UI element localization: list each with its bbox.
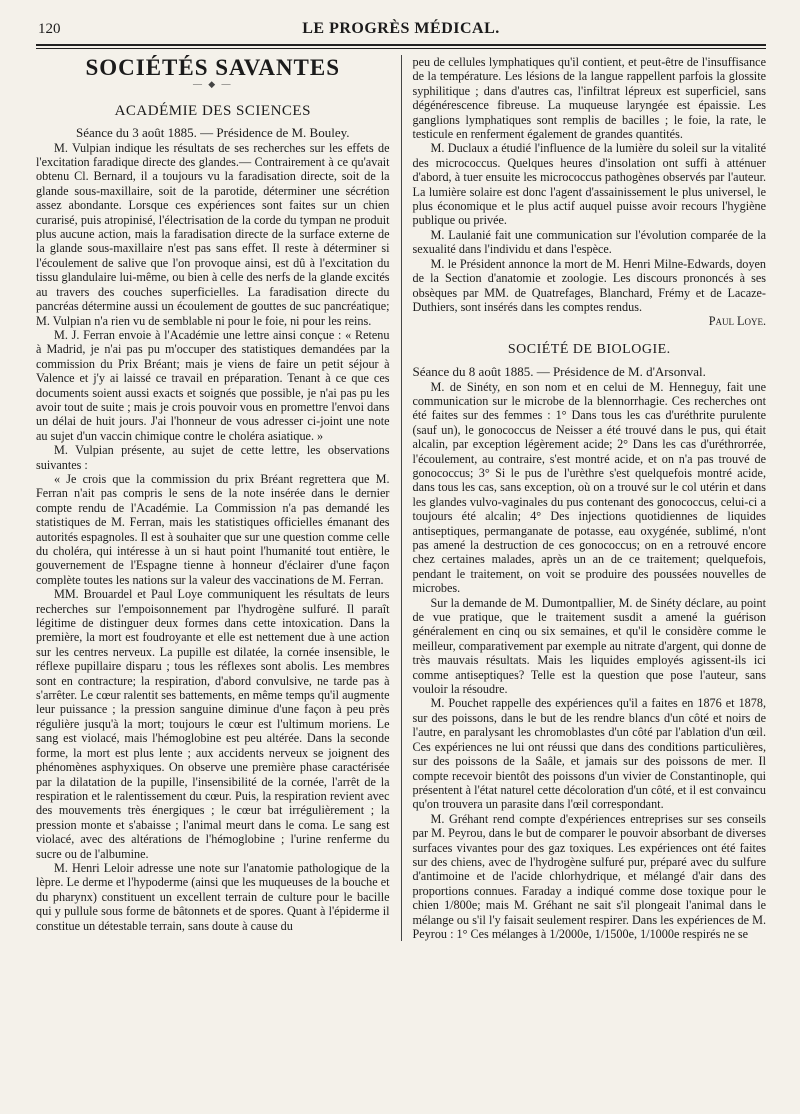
paragraph-duclaux: M. Duclaux a étudié l'influence de la lumière du soleil sur la vitalité des micrococcus. Quelques heures d'insolation ont suffi à atténuer d'abord, à tuer ensuite les micrococcus pathogènes observés par l'auteur. La lumière solaire est donc l'agent d'assainissement le plus universel, le plus économique et le plus actif auquel puisse avoir recours l'hygiène publique ou privée. (412, 141, 766, 228)
biology-title: SOCIÉTÉ DE BIOLOGIE. (507, 341, 671, 357)
academy-seance: Séance du 3 août 1885. — Présidence de M. Bouley. (75, 125, 350, 141)
paragraph-laulanie: M. Laulanié fait une communication sur l'évolution comparée de la sexualité dans l'individu et dans l'espèce. (412, 227, 766, 257)
two-column-body (36, 55, 766, 941)
paragraph-quote: « Je crois que la commission du prix Bréant regrettera que M. Ferran n'ait pas compris le sens de la note insérée dans le dernier compte rendu de l'Académie. La Commission n'a pas demandé les statistiques de M. Ferran, mais les statistiques officielles émanant des autorités espagnoles. Il est à souhaiter que sur une question comme celle du choléra, qui intéresse à un si haut point l'humanité tout entière, le gouvernement de l'Espagne tienne à honneur d'éclairer d'une façon complète toutes les nations sur la valeur des vaccinations de M. Ferran. (36, 471, 390, 587)
paragraph-vulpian: M. Vulpian indique les résultats de ses recherches sur les effets de l'excitation faradique directe des glandes.— Contrairement à ce qu'avait obtenu Cl. Bernard, il a toujours vu la faradisation directe, soit de la glande sous-maxillaire, soit de la parotide, déterminer une sécrétion assez abondante. Lorsque ces expériences sont faites sur un chien curarisé, puis atropinisé, l'électrisation de la corde du tympan ne produit plus aucune action, mais la faradisation directe de la surface externe de la glande sous-maxillaire n'est pas sans effet. Il reste à déterminer si l'écoulement de salive que l'on provoque ainsi, est dû à l'excitation du tissu glandulaire lui-même, ou bien à celle des nerfs de la glande excités au travers des couches superficielles. La faradisation directe du pancréas détermine aussi un écoulement de gouttes de suc pancréatique; M. Vulpian n'a rien vu de semblable ni pour le foie, ni pour les reins. (36, 140, 390, 328)
paragraph-president: M. le Président annonce la mort de M. Henri Milne-Edwards, doyen de la Section d'anatomie et zoologie. Les discours prononcés à ses obsèques par MM. de Quatrefages, Blanchard, Frémy et de Lacaze-Duthiers, sont insérés dans les comptes rendus. (412, 256, 766, 314)
header-rule (36, 44, 766, 46)
biology-seance: Séance du 8 août 1885. — Présidence de M. d'Arsonval. (412, 364, 706, 380)
paragraph-vulpian-observations: M. Vulpian présente, au sujet de cette lettre, les observations suivantes : (36, 443, 390, 472)
title-ornament: — ◆ — (193, 79, 233, 90)
paragraph-brouardel-loye: MM. Brouardel et Paul Loye communiquent les résultats de leurs recherches sur l'empoisonnement par l'hydrogène sulfuré. Il paraît légitime de distinguer deux formes dans cette intoxication. Dans la première, la mort est foudroyante et elle est nettement due à une action sur les centres nerveux. La pupille est dilatée, la cornée insensible, le réflexe pupillaire disparu ; tous les réflexes sont abolis. Les membres sont en contracture; la respiration, d'abord convulsive, ne tarde pas à s'arrêter. Le cœur ralentit ses battements, en même temps qu'il augmente leur puissance ; la pression sanguine diminue d'une façon à peu près régulière jusqu'à la mort; toujours le cœur est l'ultimum moriens. Le sang est violacé, mais l'hémoglobine est peu altérée. Dans la seconde forme, la mort est plus lente ; aux accidents nerveux se joignent des phénomènes asphyxiques. On observe une première phase caractérisée par la dilatation de la pupille, l'insensibilité de la cornée, l'arrêt de la respiration et le ralentissement du cœur. Puis, la respiration revient avec des mouvements très énergiques ; le cœur bat irrégulièrement ; la pression monte et s'abaisse ; l'animal meurt dans le coma. Le sang est violacé, avec des altérations de l'hémoglobine ; l'urine renferme du sucre ou de l'albumine. (36, 587, 390, 861)
left-column (36, 55, 401, 941)
journal-title: LE PROGRÈS MÉDICAL. (302, 20, 500, 37)
signature: Paul Loye. (708, 314, 766, 329)
paragraph-dumontpallier: Sur la demande de M. Dumontpallier, M. de Sinéty déclare, au point de vue pratique, que le traitement susdit a amené la guérison généralement en cinq ou six semaines, et qu'il le considère comme le meilleur, comparativement par exemple au nitrate d'argent, qui donne de très mauvais résultats. Mais les liquides employés agissent-ils ici comme antiseptiques? Telle est la question que pose l'auteur, sans vouloir la résoudre. (412, 595, 766, 697)
section-title: SOCIÉTÉS SAVANTES (85, 55, 341, 80)
paragraph-leloir: M. Henri Leloir adresse une note sur l'anatomie pathologique de la lèpre. Le derme et l'hypoderme (ainsi que les muqueuses de la bouche et du pharynx) constituent un excellent terrain de culture pour le bacille qui y pullule sous forme de bâtonnets et de spores. Quant à l'épiderme il constitue un détestable terrain, sans doute à cause du (36, 860, 390, 933)
paragraph-grehant: M. Gréhant rend compte d'expériences entreprises sur ses conseils par M. Peyrou, dans le but de comparer le pouvoir absorbant de diverses surfaces vivantes pour des gaz toxiques. Les expériences ont été faites sur des chiens, avec de l'hydrogène sulfuré pur, préparé avec du sulfure d'antimoine et de l'acide chlorhydrique, et mélangé d'air dans des proportions connues. Faraday a indiqué comme dose toxique pour le chien 1/800e; mais M. Gréhant ne sait s'il plongeait l'animal dans le mélange ou s'il l'y faisait seulement respirer. Dans les expériences de M. Peyrou : 1° Ces mélanges à 1/2000e, 1/1500e, 1/1000e respirés ne se (412, 811, 766, 941)
right-column (401, 55, 767, 941)
academy-title: ACADÉMIE DES SCIENCES (114, 102, 311, 119)
paragraph-sinety: M. de Sinéty, en son nom et en celui de M. Henneguy, fait une communication sur le microbe de la blennorrhagie. Ces recherches ont été faites sur des femmes : 1° Dans tous les cas d'uréthrite purulente (sauf un), le gonococcus de Neisser a été trouvé dans le pus, qui était alcalin, par exception légèrement acide; 2° Dans les cas d'uréthrorrée, l'écoulement, au contraire, s'est montré acide, et on n'a pas trouvé de gonococcus; 3° Si le pus de l'urèthre s'est quelquefois montré acide, dans tous les cas, sans exception, où on a trouvé sur le col utérin et dans les glandes vulvo-vaginales du pus contenant des gonococcus, celui-ci a toujours été alcalin; 4° Des injections quotidiennes de liquides antiseptiques, permanganate de potasse, eau oxygénée, sublimé, n'ont pas amené la destruction de ces gonococcus; on en a retrouvé encore chez certaines malades, après un an de ce traitement; quelquefois, pendant le traitement, on voit se produire des poussées nouvelles de microbes. (412, 379, 766, 596)
paragraph-continuation: peu de cellules lymphatiques qu'il contient, et peut-être de l'insuffisance de la température. Les lésions de la langue rappellent parfois la glossite syphilitique ; dans d'autres cas, l'infiltrat lépreux est superficiel, sans dégénérescence fibreuse. La muqueuse laryngée est épaissie. Les ganglions lymphatiques sont remplis de bacilles ; le foie, la rate, le testicule en renferment également de grandes quantités. (412, 55, 766, 142)
paragraph-pouchet: M. Pouchet rappelle des expériences qu'il a faites en 1876 et 1878, sur des poissons, dans le but de les rendre blancs d'un côté et noirs de l'autre, en paralysant les chromoblastes d'un côté par l'ablation d'un œil. Ces expériences ne lui ont réussi que dans des conditions particulières, sur des poissons de la Saâle, et jamais sur des poissons de mer. Il compte recevoir bientôt des poissons d'un vivier de Constantinople, qui présentent à l'état naturel cette décoloration d'un côté, et il est convaincu qu'on trouvera un parasite dans l'œil correspondant. (412, 696, 766, 812)
running-header (36, 18, 766, 42)
header-rule-thin (36, 48, 766, 49)
paragraph-ferran: M. J. Ferran envoie à l'Académie une lettre ainsi conçue : « Retenu à Madrid, je n'ai pas pu m'occuper des statistiques demandées par la commission du Prix Bréant; mais je viens de faire un petit séjour à Valence et j'y ai laissé ce travail en préparation. Tenant à ce que ces documents soient aussi exacts et soignés que possible, je n'ai pas pu les avoir tout de suite ; mais je crois pouvoir vous en promettre l'envoi dans un délai de huit jours. J'ai l'honneur de vous adresser ci-joint une note au sujet d'un vaccin chimique contre le choléra asiatique. » (36, 327, 390, 443)
page-number: 120 (38, 21, 61, 37)
